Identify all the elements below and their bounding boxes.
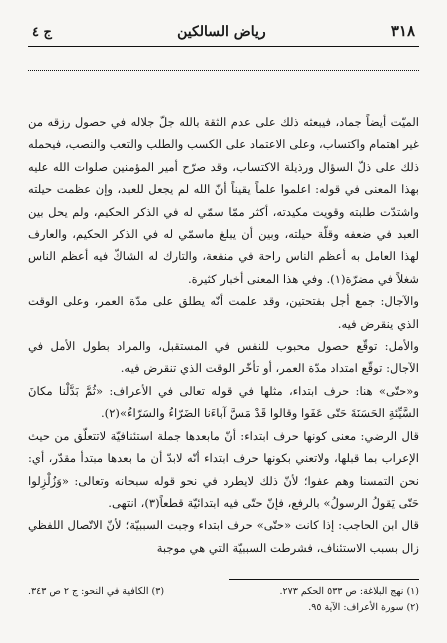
book-title: رياض السالكين — [177, 24, 266, 40]
paragraph: الميّت أيضاً جماد، فيبعثه ذلك على عدم الثقة بالله جلّ جلاله في حصول رزقه من غير اهتمام واكتساب، وعلى الاعتماد على الكسب والطلب والتعب والنصب، فيحمله ذلك على ذلّ السؤال ورذيلة الاكتساب، وقد صرّح أمير المؤمنين صلوات الله عليه بهذا المعنى في قوله: اعلموا علماً يقيناً أنّ الله لم يجعل للعبد، وإن عظمت حيلته واشتدّت طلبته وقويت مكيدته، أكثر ممّا سمّي له في الذكر الحكيم، ولم يحل بين العبد في ضعفه وقلّة حيلته، وبين أن يبلغ ماسمّي له في الذكر الحكيم، والعارف لهذا العامل به أعظم الناس راحة في منفعة، والتارك له الشاكّ فيه أعظم الناس شغلاً في مضرّة(١). وفي هذا المعنى أخبار كثيرة. — [28, 115, 419, 286]
footnote-2: (٢) سورة الأعراف: الآية ٩٥. — [308, 602, 419, 613]
footnotes — [28, 579, 419, 616]
paragraph: والآجال: جمع أجل بفتحتين، وقد علمت أنّه يطلق على مدّة العمر، وعلى الوقت الذي ينقرض فيه. — [28, 294, 419, 331]
page-number: ٣١٨ — [390, 22, 415, 40]
footnote-row — [28, 584, 419, 600]
paragraph: قال ابن الحاجب: إذا كانت «حتّى» حرف ابتداء وجبت السببيّة؛ لأنّ الاتّصال اللفظي زال بسبب الاستئناف، فشرطت السببيّة التي هي موجبة — [28, 518, 419, 555]
footnote-1: (١) نهج البلاغة: ص ٥٣٣ الحكم ٢٧٣. — [279, 586, 419, 597]
footnote-rule — [229, 579, 419, 580]
dotted-separator — [28, 69, 419, 71]
paragraph: قال الرضي: معنى كونها حرف ابتداء: أنّ مابعدها جملة استئنافيّة لاتتعلّق من حيث الإعراب بما قبلها، ولاتعني بكونها حرف ابتداء أنّه لابدّ أن ما بعدها مبتدأ مقدّر، أي: نحن التمسنا وهم عفوا؛ لأنّ ذلك لايطرد في نحو قوله سبحانه وتعالى: «وَزُلْزِلوا حَتّى يَقولُ الرسولُ» بالرفع، فإنّ حتّى فيه ابتدائيّة قطعاً(٣)، انتهى. — [28, 428, 419, 510]
paragraph: و«حتّى» هنا: حرف ابتداء، مثلها في قوله تعالى في الأعراف: «ثُمَّ بَدَّلْنا مكانَ السَّيِّئةِ الحَسَنَةَ حَتّى عَفَوا وقالوا قَدْ مَسَّ آباءَنا الضَرّاءُ والسَرّاءُ»(٢). — [28, 383, 419, 421]
paragraph: والأمل: توقّع حصول محبوب للنفس في المستقبل، والمراد بطول الأمل في الآجال: توقّع امتداد مدّة العمر، أو تأخّر الوقت الذي تنقرض فيه. — [28, 339, 419, 376]
main-text — [28, 111, 419, 559]
footnote-row — [28, 600, 419, 616]
running-header — [28, 22, 419, 47]
volume-number: ج ٤ — [32, 25, 52, 40]
footnote-3: (٣) الكافية في النحو: ج ٢ ص ٣٤٣. — [28, 586, 165, 597]
